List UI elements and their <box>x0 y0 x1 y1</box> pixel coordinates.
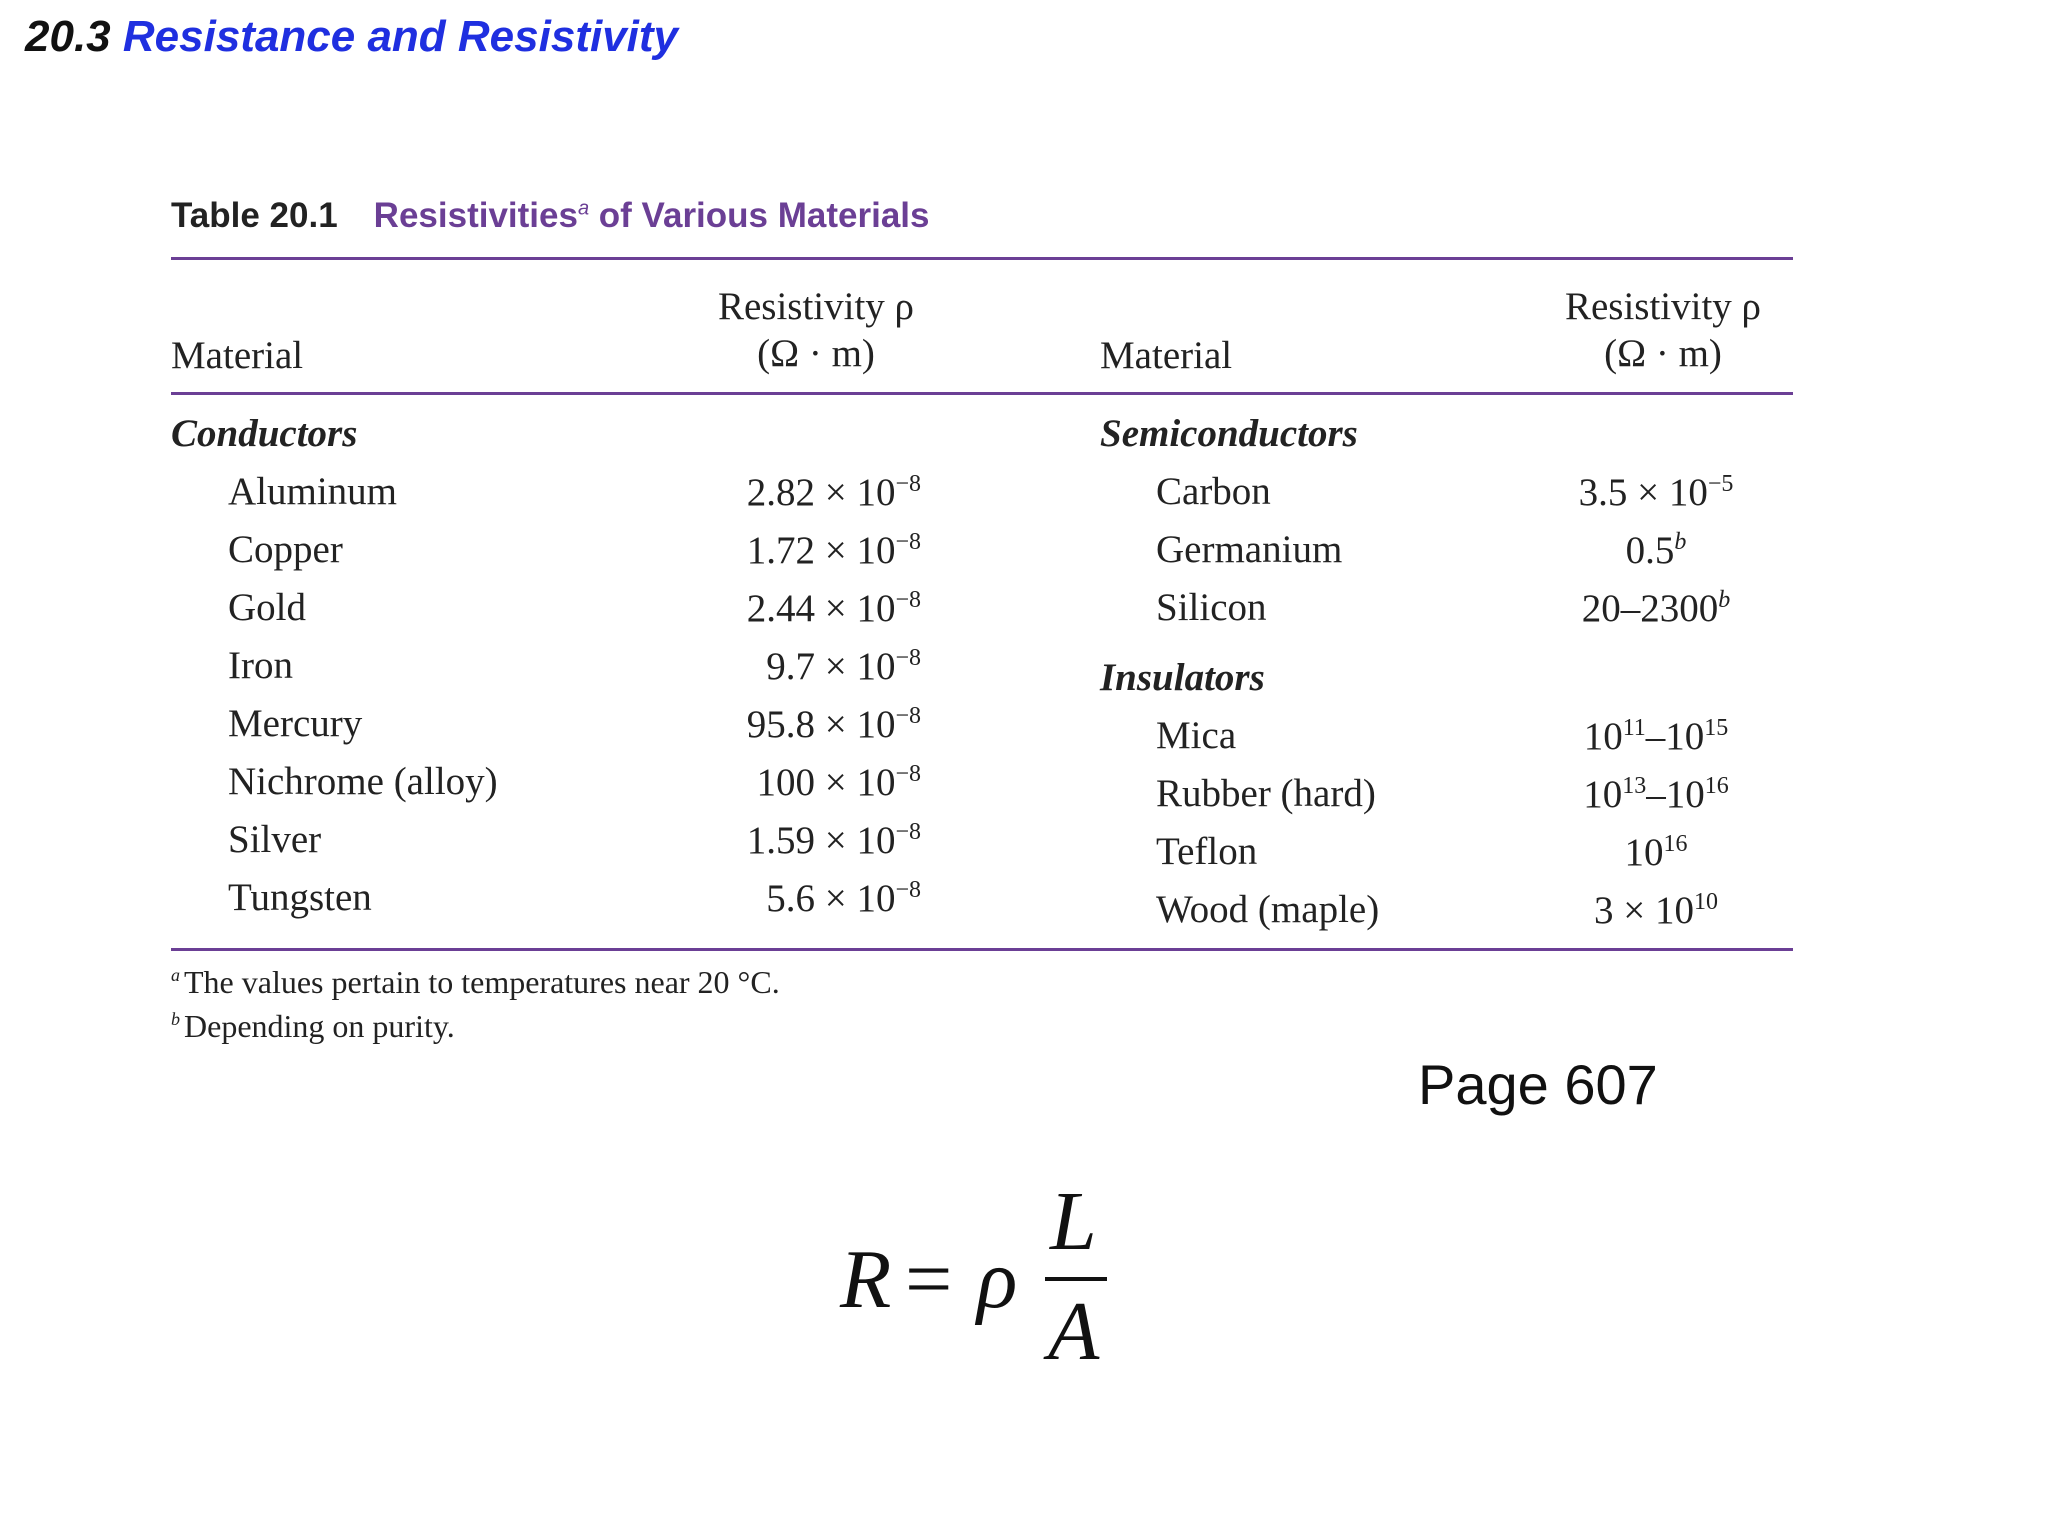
formula-equals: = <box>905 1233 953 1326</box>
conductor-material: Nichrome (alloy) <box>228 760 498 803</box>
header-resistivity-left: Resistivity ρ (Ω · m) <box>717 285 915 375</box>
conductor-material: Copper <box>228 528 343 571</box>
conductor-resistivity: $95.8 \times 10^{-8}$ <box>746 703 921 746</box>
semiconductor-material: Silicon <box>1156 586 1267 629</box>
header-material-right: Material <box>1100 334 1233 377</box>
semiconductor-material: Carbon <box>1156 470 1271 513</box>
conductor-material: Iron <box>228 644 293 687</box>
table-caption <box>171 196 929 236</box>
conductor-material: Silver <box>228 818 322 861</box>
insulator-material: Mica <box>1156 714 1237 757</box>
conductor-material: Mercury <box>228 702 363 745</box>
page-reference: Page 607 <box>1418 1053 1658 1116</box>
table-caption-text: Resistivities$^a$ of Various Materials <box>373 196 930 235</box>
conductor-resistivity: $1.72 \times 10^{-8}$ <box>746 529 921 572</box>
conductor-material: Gold <box>228 586 306 629</box>
footnote-a: $^a$ The values pertain to temperatures near 20 °C. <box>171 964 780 1000</box>
header-resistivity-right: Resistivity ρ (Ω · m) <box>1564 285 1762 375</box>
insulator-resistivity: $10^{11}-10^{15}$ <box>1583 715 1729 758</box>
fraction-bar <box>1045 1277 1107 1281</box>
insulator-material: Teflon <box>1156 830 1258 873</box>
resistance-formula <box>840 1175 1130 1380</box>
insulator-material: Wood (maple) <box>1156 888 1380 931</box>
conductor-resistivity: $1.59 \times 10^{-8}$ <box>746 819 921 862</box>
conductor-resistivity: $9.7 \times 10^{-8}$ <box>766 645 921 688</box>
semiconductor-resistivity: $3.5 \times 10^{-5}$ <box>1578 471 1734 514</box>
conductor-resistivity: $2.82 \times 10^{-8}$ <box>746 471 921 514</box>
insulator-material: Rubber (hard) <box>1156 772 1376 815</box>
insulator-resistivity: $3 \times 10^{10}$ <box>1594 889 1718 932</box>
section-conductors: Conductors <box>171 412 358 455</box>
semiconductor-resistivity: 20–2300$^b$ <box>1581 587 1731 630</box>
section-title: Resistance and Resistivity <box>122 12 679 61</box>
conductor-material: Aluminum <box>228 470 398 513</box>
insulator-resistivity: $10^{13}-10^{16}$ <box>1583 773 1729 816</box>
section-semiconductors: Semiconductors <box>1100 412 1358 455</box>
conductor-resistivity: $5.6 \times 10^{-8}$ <box>766 877 921 920</box>
table-label: Table 20.1 <box>171 196 338 235</box>
conductor-material: Tungsten <box>228 876 372 919</box>
table-top-rule <box>171 257 1793 260</box>
slide-title <box>25 12 678 62</box>
formula-numerator: L <box>1050 1175 1097 1268</box>
formula-denominator: A <box>1048 1285 1100 1378</box>
formula-r: R <box>840 1233 892 1326</box>
table-bottom-rule <box>171 948 1793 951</box>
conductor-resistivity: $2.44 \times 10^{-8}$ <box>746 587 921 630</box>
semiconductor-resistivity: 0.5$^b$ <box>1625 529 1687 572</box>
formula-rho: ρ <box>977 1233 1018 1326</box>
footnote-b: $^b$ Depending on purity. <box>171 1008 455 1044</box>
table-header-rule <box>171 392 1793 395</box>
section-number: 20.3 <box>25 12 111 61</box>
semiconductor-material: Germanium <box>1156 528 1343 571</box>
conductor-resistivity: $100 \times 10^{-8}$ <box>756 761 921 804</box>
section-insulators: Insulators <box>1100 656 1265 699</box>
header-material-left: Material <box>171 334 304 377</box>
insulator-resistivity: $10^{16}$ <box>1624 831 1688 874</box>
resistivity-table <box>171 196 1793 1056</box>
